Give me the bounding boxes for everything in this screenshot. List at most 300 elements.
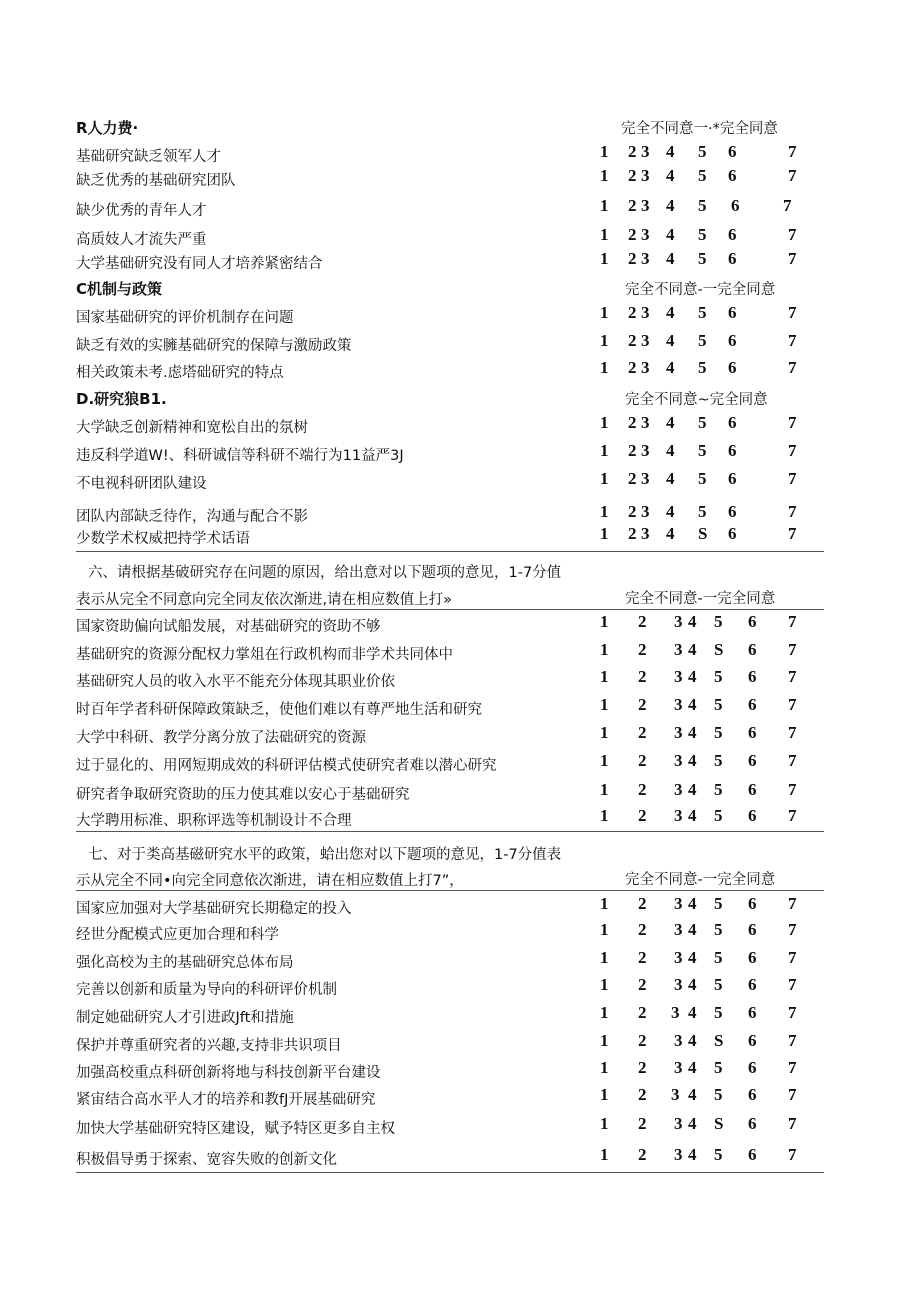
- rating-option-2[interactable]: 2: [628, 225, 637, 244]
- rating-option-2[interactable]: 2: [638, 920, 647, 939]
- rating-option-4[interactable]: 4: [666, 441, 675, 460]
- question-text: 国家应加强对大学基础研究长期稳定的投入: [76, 901, 352, 917]
- rating-option-5[interactable]: 5: [714, 780, 723, 799]
- rating-option-5[interactable]: 5: [714, 695, 723, 714]
- rating-option-5[interactable]: 5: [714, 894, 723, 913]
- section-b-header: R人力费·: [76, 119, 139, 137]
- rating-row: [76, 248, 826, 274]
- rating-option-6[interactable]: 6: [728, 225, 737, 244]
- rating-option-6[interactable]: 6: [748, 751, 757, 770]
- rating-option-6[interactable]: 6: [748, 640, 757, 659]
- rating-option-7[interactable]: 7: [788, 524, 797, 543]
- rating-option-2[interactable]: 2: [628, 413, 637, 432]
- rating-option-1[interactable]: 1: [600, 413, 609, 432]
- rating-option-1[interactable]: 1: [600, 780, 609, 799]
- rating-option-1[interactable]: 1: [600, 502, 609, 521]
- rating-option-4[interactable]: 4: [666, 524, 675, 543]
- rating-option-6[interactable]: 6: [748, 667, 757, 686]
- rating-option-2[interactable]: 2: [638, 806, 647, 825]
- rating-option-1[interactable]: 1: [600, 303, 609, 322]
- rating-option-3[interactable]: 3: [674, 1114, 683, 1133]
- rating-option-1[interactable]: 1: [600, 524, 609, 543]
- rating-option-1[interactable]: 1: [600, 1031, 609, 1050]
- rating-row: [76, 779, 826, 805]
- rating-option-6[interactable]: 6: [728, 166, 737, 185]
- rating-option-6[interactable]: 6: [748, 1114, 757, 1133]
- section-b-header-row: [76, 115, 826, 141]
- rating-option-3[interactable]: 3: [674, 948, 683, 967]
- rating-option-2[interactable]: 2: [638, 723, 647, 742]
- rating-option-5[interactable]: 5: [698, 469, 707, 488]
- rating-option-3[interactable]: 3: [641, 358, 650, 377]
- question-text: 缺少优秀的青年人才: [76, 203, 207, 219]
- rating-option-6[interactable]: 6: [731, 196, 740, 215]
- rating-option-3[interactable]: 3: [641, 502, 650, 521]
- rating-option-3[interactable]: 3: [674, 780, 683, 799]
- rating-option-1[interactable]: 1: [600, 723, 609, 742]
- rating-option-7[interactable]: 7: [788, 413, 797, 432]
- rating-row: [76, 468, 826, 494]
- section-7-scale-label: 完全不同意-一完全同意: [625, 872, 776, 888]
- rating-option-3[interactable]: 3: [641, 225, 650, 244]
- rating-option-3[interactable]: 3: [674, 695, 683, 714]
- rating-option-5[interactable]: 5: [714, 667, 723, 686]
- rating-option-4[interactable]: 4: [666, 502, 675, 521]
- section-6-scale-label: 完全不同意-一完全同意: [625, 591, 776, 607]
- rating-row: [76, 722, 826, 748]
- rating-option-3[interactable]: 3: [674, 920, 683, 939]
- question-text: 时百年学者科研保障政策缺乏，使他们难以有尊严地生活和研究: [76, 702, 482, 718]
- question-text: 国家基础研究的评价机制存在问题: [76, 310, 294, 326]
- rating-option-4[interactable]: 4: [666, 166, 675, 185]
- rating-option-2[interactable]: 2: [638, 1114, 647, 1133]
- rating-option-2[interactable]: 2: [638, 1085, 647, 1104]
- rating-option-1[interactable]: 1: [600, 975, 609, 994]
- rating-row: [76, 1113, 826, 1139]
- rating-option-7[interactable]: 7: [788, 975, 797, 994]
- rating-option-3[interactable]: 3: [674, 667, 683, 686]
- rating-option-7[interactable]: 7: [788, 640, 797, 659]
- rating-option-2[interactable]: 2: [628, 196, 637, 215]
- rating-option-7[interactable]: 7: [788, 441, 797, 460]
- rating-option-4[interactable]: 4: [688, 723, 697, 742]
- rating-option-5[interactable]: 5: [698, 166, 707, 185]
- rating-option-2[interactable]: 2: [638, 1145, 647, 1164]
- rating-option-1[interactable]: 1: [600, 249, 609, 268]
- rating-option-7[interactable]: 7: [788, 1031, 797, 1050]
- rating-option-6[interactable]: 6: [748, 920, 757, 939]
- rating-option-2[interactable]: 2: [628, 441, 637, 460]
- rating-option-3[interactable]: 3: [641, 303, 650, 322]
- rating-option-4[interactable]: 4: [688, 948, 697, 967]
- rating-option-7[interactable]: 7: [788, 1058, 797, 1077]
- rating-option-4[interactable]: 4: [666, 413, 675, 432]
- rating-option-7[interactable]: 7: [783, 196, 792, 215]
- rating-option-4[interactable]: 4: [666, 142, 675, 161]
- rating-option-7[interactable]: 7: [788, 1003, 797, 1022]
- rating-option-4[interactable]: 4: [688, 640, 697, 659]
- rating-option-5[interactable]: 5: [698, 303, 707, 322]
- rating-option-3[interactable]: 3: [641, 413, 650, 432]
- rating-option-1[interactable]: 1: [600, 331, 609, 350]
- section-d-header-row: [76, 386, 826, 412]
- section-6-instruction-row: [76, 585, 826, 611]
- rating-option-7[interactable]: 7: [788, 1085, 797, 1104]
- rating-option-4[interactable]: 4: [666, 249, 675, 268]
- rating-option-7[interactable]: 7: [788, 166, 797, 185]
- question-text: 大学基础研究没有同人才培养紧密结合: [76, 256, 323, 272]
- rating-row: [76, 1084, 826, 1110]
- rating-option-1[interactable]: 1: [600, 225, 609, 244]
- rating-option-1[interactable]: 1: [600, 948, 609, 967]
- rating-option-5[interactable]: 5: [698, 441, 707, 460]
- rating-option-5[interactable]: 5: [714, 751, 723, 770]
- rating-option-7[interactable]: 7: [788, 142, 797, 161]
- question-text: 加快大学基础研究特区建设，赋予特区更多自主权: [76, 1121, 395, 1137]
- rating-option-3[interactable]: 3: [674, 612, 683, 631]
- rating-option-7[interactable]: 7: [788, 225, 797, 244]
- rating-option-2[interactable]: 2: [638, 612, 647, 631]
- question-text: 经世分配模式应更加合理和科学: [76, 927, 279, 943]
- rating-option-4[interactable]: 4: [688, 695, 697, 714]
- rating-option-5[interactable]: 5: [714, 948, 723, 967]
- rating-option-1[interactable]: 1: [600, 751, 609, 770]
- rating-option-4[interactable]: 4: [688, 1114, 697, 1133]
- rating-option-5[interactable]: S: [714, 1114, 724, 1133]
- rating-option-6[interactable]: 6: [748, 780, 757, 799]
- rating-row: [76, 1002, 826, 1028]
- section-c-header: C机制与政策: [76, 280, 163, 298]
- rating-option-7[interactable]: 7: [788, 469, 797, 488]
- rating-option-4[interactable]: 4: [688, 1031, 697, 1050]
- rating-option-5[interactable]: 5: [698, 142, 707, 161]
- rating-option-2[interactable]: 2: [638, 948, 647, 967]
- rating-option-6[interactable]: 6: [748, 1085, 757, 1104]
- rating-option-5[interactable]: S: [714, 1031, 724, 1050]
- rating-option-2[interactable]: 2: [638, 894, 647, 913]
- rating-option-5[interactable]: 5: [698, 225, 707, 244]
- section-6-instruction-cont: 表示从完全不同意向完全同友依次渐进,请在相应数值上打»: [76, 592, 452, 608]
- rating-option-6[interactable]: 6: [748, 1145, 757, 1164]
- section-b-scale-label: 完全不同意一·*完全同意: [621, 121, 778, 137]
- rating-option-5[interactable]: S: [714, 640, 724, 659]
- rating-option-2[interactable]: 2: [628, 358, 637, 377]
- rating-option-6[interactable]: 6: [748, 894, 757, 913]
- rating-option-2[interactable]: 2: [638, 780, 647, 799]
- rating-option-2[interactable]: 2: [638, 1058, 647, 1077]
- rating-option-1[interactable]: 1: [600, 142, 609, 161]
- rating-option-6[interactable]: 6: [748, 723, 757, 742]
- question-text: 基础研究的资源分配权力掌俎在行政机构而非学术共同体中: [76, 647, 453, 663]
- rating-option-7[interactable]: 7: [788, 358, 797, 377]
- question-text: 缺乏有效的实臃基础研究的保障与激励政策: [76, 338, 352, 354]
- rating-row: [76, 1144, 826, 1170]
- rating-row: [76, 805, 826, 831]
- rating-option-3[interactable]: 3: [674, 1145, 683, 1164]
- question-text: 强化高校为主的基础研究总体布局: [76, 955, 294, 971]
- rating-option-2[interactable]: 2: [628, 142, 637, 161]
- question-text: 违反科学道W!、科研诚信等科研不端行为11益严3J: [76, 448, 404, 464]
- rating-option-1[interactable]: 1: [600, 1085, 609, 1104]
- rating-option-6[interactable]: 6: [748, 948, 757, 967]
- rating-option-7[interactable]: 7: [788, 695, 797, 714]
- rating-option-2[interactable]: 2: [638, 751, 647, 770]
- rating-option-1[interactable]: 1: [600, 1145, 609, 1164]
- question-text: 缺乏优秀的基础研究团队: [76, 173, 236, 189]
- rating-option-1[interactable]: 1: [600, 441, 609, 460]
- rating-option-4[interactable]: 4: [688, 751, 697, 770]
- rating-option-1[interactable]: 1: [600, 1003, 609, 1022]
- rating-option-4[interactable]: 4: [688, 975, 697, 994]
- rating-row: [76, 224, 826, 250]
- section-divider: [76, 1172, 824, 1173]
- section-divider: [76, 551, 824, 552]
- rating-option-7[interactable]: 7: [788, 920, 797, 939]
- question-text: 高质妓人才流失严重: [76, 232, 207, 248]
- section-divider: [76, 831, 824, 832]
- rating-row: [76, 1057, 826, 1083]
- rating-option-4[interactable]: 4: [688, 1145, 697, 1164]
- rating-option-6[interactable]: 6: [748, 695, 757, 714]
- rating-option-7[interactable]: 7: [788, 331, 797, 350]
- rating-option-7[interactable]: 7: [788, 894, 797, 913]
- rating-option-5[interactable]: 5: [698, 358, 707, 377]
- rating-option-1[interactable]: 1: [600, 1114, 609, 1133]
- rating-option-3[interactable]: 3: [674, 806, 683, 825]
- rating-option-4[interactable]: 4: [688, 1003, 697, 1022]
- section-c-header-row: [76, 276, 826, 302]
- section-d-header: D.研究狼B1.: [76, 390, 167, 408]
- rating-option-6[interactable]: 6: [728, 358, 737, 377]
- rating-row: [76, 357, 826, 383]
- rating-row: [76, 165, 826, 191]
- rating-option-3[interactable]: 3: [674, 975, 683, 994]
- rating-option-6[interactable]: 6: [728, 331, 737, 350]
- rating-option-5[interactable]: 5: [714, 1085, 723, 1104]
- rating-option-1[interactable]: 1: [600, 196, 609, 215]
- rating-option-1[interactable]: 1: [600, 1058, 609, 1077]
- rating-option-6[interactable]: 6: [728, 303, 737, 322]
- rating-option-2[interactable]: 2: [638, 1031, 647, 1050]
- rating-option-2[interactable]: 2: [638, 667, 647, 686]
- rating-option-4[interactable]: 4: [666, 469, 675, 488]
- rating-option-3[interactable]: 3: [641, 524, 650, 543]
- rating-option-3[interactable]: 3: [641, 166, 650, 185]
- rating-option-5[interactable]: 5: [698, 249, 707, 268]
- rating-row: [76, 639, 826, 665]
- rating-option-5[interactable]: 5: [714, 1145, 723, 1164]
- rating-option-1[interactable]: 1: [600, 640, 609, 659]
- rating-option-6[interactable]: 6: [728, 249, 737, 268]
- question-text: 基础研究缺乏领军人才: [76, 149, 221, 165]
- section-d-scale-label: 完全不同意~完全同意: [625, 392, 768, 408]
- question-text: 相关政策未考.虑塔础研究的特点: [76, 365, 284, 381]
- rating-option-7[interactable]: 7: [788, 1114, 797, 1133]
- question-text: 加强高校重点科研创新将地与科技创新平台建设: [76, 1065, 381, 1081]
- rating-option-5[interactable]: 5: [698, 502, 707, 521]
- question-text: 积极倡导勇于探索、宽容失败的创新文化: [76, 1152, 337, 1168]
- rating-option-1[interactable]: 1: [600, 695, 609, 714]
- rating-option-1[interactable]: 1: [600, 667, 609, 686]
- rating-option-6[interactable]: 6: [748, 1003, 757, 1022]
- question-text: 不电视科研团队建设: [76, 476, 207, 492]
- rating-option-3[interactable]: 3: [641, 249, 650, 268]
- rating-option-4[interactable]: 4: [666, 303, 675, 322]
- rating-option-6[interactable]: 6: [748, 1031, 757, 1050]
- rating-row: [76, 412, 826, 438]
- rating-option-6[interactable]: 6: [728, 502, 737, 521]
- rating-option-5[interactable]: 5: [714, 920, 723, 939]
- section-7-instruction-row: [76, 866, 826, 892]
- rating-option-5[interactable]: 5: [714, 1058, 723, 1077]
- rating-option-5[interactable]: 5: [698, 196, 707, 215]
- question-text: 大学聘用标准、职称评选等机制设计不合理: [76, 813, 352, 829]
- rating-option-6[interactable]: 6: [748, 612, 757, 631]
- question-text: 基础研究人员的收入水平不能充分体现其职业价依: [76, 674, 395, 690]
- rating-row: [76, 611, 826, 637]
- rating-option-2[interactable]: 2: [628, 331, 637, 350]
- rating-option-5[interactable]: 5: [714, 612, 723, 631]
- rating-option-6[interactable]: 6: [728, 142, 737, 161]
- rating-option-7[interactable]: 7: [788, 948, 797, 967]
- question-text: 国家资助偏向试船发展，对基础研究的资助不够: [76, 619, 381, 635]
- rating-option-5[interactable]: 5: [714, 806, 723, 825]
- rating-option-7[interactable]: 7: [788, 1145, 797, 1164]
- rating-option-2[interactable]: 2: [628, 469, 637, 488]
- section-c-scale-label: 完全不同意-一完全同意: [625, 282, 776, 298]
- rating-option-7[interactable]: 7: [788, 780, 797, 799]
- rating-row: [76, 195, 826, 221]
- rating-option-6[interactable]: 6: [728, 469, 737, 488]
- section-divider: [76, 609, 824, 610]
- rating-option-1[interactable]: 1: [600, 806, 609, 825]
- rating-option-6[interactable]: 6: [728, 441, 737, 460]
- rating-option-4[interactable]: 4: [688, 1085, 697, 1104]
- rating-option-2[interactable]: 2: [628, 303, 637, 322]
- rating-option-2[interactable]: 2: [638, 695, 647, 714]
- rating-option-2[interactable]: 2: [628, 502, 637, 521]
- rating-row: [76, 974, 826, 1000]
- section-7-instruction: 七、对于类高基磁研究水平的政策，蛤出您对以下题项的意见，1-7分值表: [88, 847, 562, 863]
- rating-option-4[interactable]: 4: [688, 1058, 697, 1077]
- rating-row: [76, 141, 826, 167]
- rating-option-2[interactable]: 2: [638, 640, 647, 659]
- rating-option-4[interactable]: 4: [688, 780, 697, 799]
- rating-option-7[interactable]: 7: [788, 303, 797, 322]
- rating-option-4[interactable]: 4: [666, 358, 675, 377]
- rating-option-2[interactable]: 2: [638, 1003, 647, 1022]
- rating-row: [76, 1030, 826, 1056]
- rating-option-7[interactable]: 7: [788, 806, 797, 825]
- rating-option-3[interactable]: 3: [671, 1085, 680, 1104]
- rating-option-1[interactable]: 1: [600, 358, 609, 377]
- rating-row: [76, 919, 826, 945]
- rating-option-7[interactable]: 7: [788, 751, 797, 770]
- rating-option-3[interactable]: 3: [674, 723, 683, 742]
- rating-option-4[interactable]: 4: [688, 806, 697, 825]
- rating-option-3[interactable]: 3: [641, 142, 650, 161]
- rating-option-1[interactable]: 1: [600, 166, 609, 185]
- rating-option-7[interactable]: 7: [788, 723, 797, 742]
- rating-option-6[interactable]: 6: [748, 975, 757, 994]
- rating-option-6[interactable]: 6: [728, 524, 737, 543]
- rating-option-3[interactable]: 3: [641, 331, 650, 350]
- question-text: 少数学术权威把持学术话语: [76, 531, 250, 547]
- rating-row: [76, 440, 826, 466]
- rating-option-1[interactable]: 1: [600, 920, 609, 939]
- rating-option-4[interactable]: 4: [666, 331, 675, 350]
- rating-option-5[interactable]: 5: [714, 1003, 723, 1022]
- rating-option-3[interactable]: 3: [674, 640, 683, 659]
- rating-option-4[interactable]: 4: [688, 894, 697, 913]
- question-text: 研究者争取研究资助的压力使其难以安心于基础研究: [76, 787, 410, 803]
- rating-option-3[interactable]: 3: [641, 469, 650, 488]
- rating-option-6[interactable]: 6: [748, 1058, 757, 1077]
- section-divider: [76, 890, 824, 891]
- rating-option-4[interactable]: 4: [688, 667, 697, 686]
- rating-option-7[interactable]: 7: [788, 502, 797, 521]
- rating-row: [76, 694, 826, 720]
- rating-row: [76, 330, 826, 356]
- rating-option-1[interactable]: 1: [600, 894, 609, 913]
- section-7-instruction-cont: 示从完全不同•向完全同意依次渐进，请在相应数值上打7”，: [76, 873, 464, 889]
- rating-option-3[interactable]: 3: [674, 1058, 683, 1077]
- rating-option-3[interactable]: 3: [674, 751, 683, 770]
- question-text: 制定她础研究人才引进政Jft和措施: [76, 1010, 294, 1026]
- rating-option-3[interactable]: 3: [641, 196, 650, 215]
- rating-option-5[interactable]: 5: [714, 975, 723, 994]
- section-6-instruction: 六、请根据基破研究存在问题的原因，给出意对以下题项的意见，1-7分值: [88, 565, 562, 581]
- rating-option-3[interactable]: 3: [641, 441, 650, 460]
- rating-option-2[interactable]: 2: [628, 249, 637, 268]
- question-text: 团队内部缺乏待作，沟通与配合不影: [76, 509, 308, 525]
- rating-row: [76, 666, 826, 692]
- rating-option-7[interactable]: 7: [788, 249, 797, 268]
- rating-option-4[interactable]: 4: [688, 612, 697, 631]
- rating-option-3[interactable]: 3: [674, 1031, 683, 1050]
- rating-option-5[interactable]: 5: [698, 331, 707, 350]
- question-text: 大学缺乏创新精神和宽松自出的氛树: [76, 420, 308, 436]
- rating-option-5[interactable]: 5: [714, 723, 723, 742]
- rating-row: [76, 750, 826, 776]
- question-text: 紧宙结合高水平人才的培养和教fJ开展基础研究: [76, 1092, 376, 1108]
- question-text: 完善以创新和质量为导向的科研评价机制: [76, 982, 337, 998]
- question-text: 保护并尊重研究者的兴趣,支持非共识项目: [76, 1038, 342, 1054]
- rating-option-4[interactable]: 4: [666, 196, 675, 215]
- rating-option-2[interactable]: 2: [628, 524, 637, 543]
- rating-option-1[interactable]: 1: [600, 612, 609, 631]
- rating-row: [76, 523, 826, 549]
- rating-option-6[interactable]: 6: [728, 413, 737, 432]
- rating-option-3[interactable]: 3: [671, 1003, 680, 1022]
- rating-option-4[interactable]: 4: [688, 920, 697, 939]
- question-text: 大学中科研、教学分离分放了法础研究的资源: [76, 730, 366, 746]
- rating-option-4[interactable]: 4: [666, 225, 675, 244]
- rating-option-5[interactable]: S: [698, 524, 708, 543]
- rating-option-2[interactable]: 2: [628, 166, 637, 185]
- rating-option-7[interactable]: 7: [788, 667, 797, 686]
- rating-row: [76, 302, 826, 328]
- rating-option-2[interactable]: 2: [638, 975, 647, 994]
- rating-option-7[interactable]: 7: [788, 612, 797, 631]
- question-text: 过于显化的、用网短期成效的科研评估模式使研究者难以潜心研究: [76, 758, 497, 774]
- rating-row: [76, 893, 826, 919]
- rating-row: [76, 947, 826, 973]
- rating-option-5[interactable]: 5: [698, 413, 707, 432]
- rating-option-1[interactable]: 1: [600, 469, 609, 488]
- rating-option-6[interactable]: 6: [748, 806, 757, 825]
- rating-option-3[interactable]: 3: [674, 894, 683, 913]
